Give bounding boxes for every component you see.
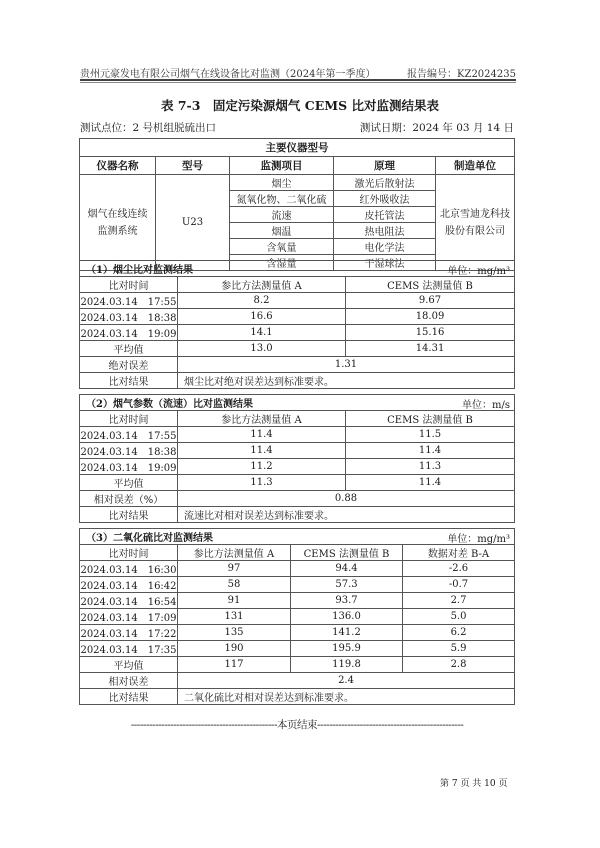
cell-b: 93.7: [291, 593, 403, 609]
monitor-item: 流速: [230, 207, 334, 223]
cell-b: 11.4: [346, 443, 515, 459]
result-text: 二氧化硫比对相对误差达到标准要求。: [178, 689, 515, 705]
section-title: （2）烟气参数（流速）比对监测结果 单位：m/s: [80, 395, 515, 411]
col-header: CEMS 法测量值 B: [346, 277, 515, 293]
avg-b: 14.31: [346, 341, 515, 357]
instrument-table: [79, 138, 515, 271]
error-value: 1.31: [178, 357, 515, 373]
col-header: 制造单位: [436, 157, 515, 175]
table-row: [80, 459, 515, 475]
cell-diff: 6.2: [403, 625, 515, 641]
table-row: [80, 641, 515, 657]
cell-time: 2024.03.14 18:38: [80, 309, 178, 325]
cell-diff: 5.0: [403, 609, 515, 625]
error-row: [80, 357, 515, 373]
cell-time: 2024.03.14 17:55: [80, 427, 178, 443]
col-header: 比对时间: [80, 411, 178, 427]
table-row: [80, 293, 515, 309]
cell-diff: -2.6: [403, 561, 515, 577]
unit-label: 单位：mg/m³: [447, 266, 511, 277]
cell-b: 11.3: [346, 459, 515, 475]
avg-a: 13.0: [178, 341, 346, 357]
label: 比对结果: [80, 373, 178, 389]
error-value: 0.88: [178, 491, 515, 507]
cell-a: 14.1: [178, 325, 346, 341]
col-header: CEMS 法测量值 B: [346, 411, 515, 427]
monitor-item: 含湿量: [230, 255, 334, 271]
principle: 皮托管法: [334, 207, 436, 223]
header-divider: [80, 82, 516, 83]
avg-a: 117: [178, 657, 291, 673]
monitor-item: 氮氧化物、二氧化硫: [230, 191, 334, 207]
principle: 激光后散射法: [334, 175, 436, 191]
col-header: 参比方法测量值 A: [178, 411, 346, 427]
monitor-item: 烟尘: [230, 175, 334, 191]
flow-table: [79, 394, 515, 523]
table-row: [80, 561, 515, 577]
so2-table: [79, 528, 515, 705]
label: 平均值: [80, 341, 178, 357]
section-title: （3）二氧化硫比对监测结果 单位：mg/m³: [80, 529, 515, 545]
label: 比对结果: [80, 507, 178, 523]
result-text: 烟尘比对绝对误差达到标准要求。: [178, 373, 515, 389]
monitor-item: 烟温: [230, 223, 334, 239]
label: 相对误差: [80, 673, 178, 689]
col-header: CEMS 法测量值 B: [291, 545, 403, 561]
error-row: [80, 491, 515, 507]
monitor-item: 含氧量: [230, 239, 334, 255]
dash-line: ------------------------------------------------: [317, 719, 464, 731]
table-row: [80, 309, 515, 325]
cell-diff: 2.7: [403, 593, 515, 609]
cell-a: 91: [178, 593, 291, 609]
cell-a: 11.4: [178, 443, 346, 459]
average-row: [80, 341, 515, 357]
cell-diff: -0.7: [403, 577, 515, 593]
cell-b: 141.2: [291, 625, 403, 641]
col-header: 数据对差 B-A: [403, 545, 515, 561]
cell-b: 195.9: [291, 641, 403, 657]
cell-time: 2024.03.14 17:22: [80, 625, 178, 641]
result-row: [80, 507, 515, 523]
error-row: [80, 673, 515, 689]
avg-diff: 2.8: [403, 657, 515, 673]
section-title: （1）烟尘比对监测结果 单位：mg/m³: [80, 261, 515, 277]
header-company: 贵州元豪发电有限公司烟气在线设备比对监测（2024年第一季度）: [80, 69, 376, 80]
principle: 红外吸收法: [334, 191, 436, 207]
avg-a: 11.3: [178, 475, 346, 491]
cell-b: 57.3: [291, 577, 403, 593]
label: 平均值: [80, 475, 178, 491]
avg-b: 119.8: [291, 657, 403, 673]
table-row: [80, 443, 515, 459]
instrument-model: U23: [156, 175, 230, 271]
cell-time: 2024.03.14 19:09: [80, 459, 178, 475]
cell-diff: 5.9: [403, 641, 515, 657]
col-header: 参比方法测量值 A: [178, 277, 346, 293]
table-row: [80, 609, 515, 625]
principle: 热电阻法: [334, 223, 436, 239]
cell-b: 9.67: [346, 293, 515, 309]
page-number: 第 7 页 共 10 页: [440, 779, 508, 789]
cell-time: 2024.03.14 17:55: [80, 293, 178, 309]
cell-a: 135: [178, 625, 291, 641]
cell-time: 2024.03.14 16:30: [80, 561, 178, 577]
table-row: [80, 427, 515, 443]
avg-b: 11.4: [346, 475, 515, 491]
table-row: [80, 325, 515, 341]
error-value: 2.4: [178, 673, 515, 689]
cell-time: 2024.03.14 16:42: [80, 577, 178, 593]
col-header: 比对时间: [80, 545, 178, 561]
label: 相对误差（%）: [80, 491, 178, 507]
cell-b: 94.4: [291, 561, 403, 577]
page-header: [80, 63, 516, 81]
average-row: [80, 657, 515, 673]
cell-a: 11.2: [178, 459, 346, 475]
average-row: [80, 475, 515, 491]
result-row: [80, 373, 515, 389]
cell-a: 8.2: [178, 293, 346, 309]
col-header: 监测项目: [230, 157, 334, 175]
table-title: 表 7-3 固定污染源烟气 CEMS 比对监测结果表: [161, 98, 439, 113]
dash-line: ------------------------------------------------: [130, 719, 277, 731]
cell-time: 2024.03.14 17:09: [80, 609, 178, 625]
result-row: [80, 689, 515, 705]
test-point: 测试点位：2 号机组脱硫出口: [80, 122, 217, 134]
cell-a: 131: [178, 609, 291, 625]
end-text: 本页结束: [277, 719, 317, 731]
cell-time: 2024.03.14 18:38: [80, 443, 178, 459]
label: 平均值: [80, 657, 178, 673]
col-header: 参比方法测量值 A: [178, 545, 291, 561]
cell-b: 15.16: [346, 325, 515, 341]
cell-a: 11.4: [178, 427, 346, 443]
cell-a: 58: [178, 577, 291, 593]
dust-table: [79, 260, 515, 389]
cell-a: 190: [178, 641, 291, 657]
cell-time: 2024.03.14 17:35: [80, 641, 178, 657]
principle: 干湿球法: [334, 255, 436, 271]
label: 比对结果: [80, 689, 178, 705]
table-row: [80, 625, 515, 641]
instrument-caption: 主要仪器型号: [80, 139, 515, 157]
col-header: 原理: [334, 157, 436, 175]
cell-b: 11.5: [346, 427, 515, 443]
unit-label: 单位：m/s: [462, 400, 511, 411]
cell-b: 18.09: [346, 309, 515, 325]
cell-a: 16.6: [178, 309, 346, 325]
table-row: [80, 593, 515, 609]
page-end-marker: [82, 717, 512, 732]
col-header: 比对时间: [80, 277, 178, 293]
col-header: 仪器名称: [80, 157, 156, 175]
col-header: 型号: [156, 157, 230, 175]
cell-time: 2024.03.14 19:09: [80, 325, 178, 341]
unit-label: 单位：mg/m³: [447, 534, 511, 545]
cell-time: 2024.03.14 16:54: [80, 593, 178, 609]
header-report-number: 报告编号：KZ2024235: [407, 69, 516, 80]
cell-b: 136.0: [291, 609, 403, 625]
label: 绝对误差: [80, 357, 178, 373]
instrument-name: 烟气在线连续监测系统: [80, 175, 156, 271]
principle: 电化学法: [334, 239, 436, 255]
table-row: [80, 577, 515, 593]
manufacturer: 北京雪迪龙科技股份有限公司: [436, 175, 515, 271]
result-text: 流速比对相对误差达到标准要求。: [178, 507, 515, 523]
cell-a: 97: [178, 561, 291, 577]
test-date: 测试日期：2024 年 03 月 14 日: [359, 122, 514, 134]
